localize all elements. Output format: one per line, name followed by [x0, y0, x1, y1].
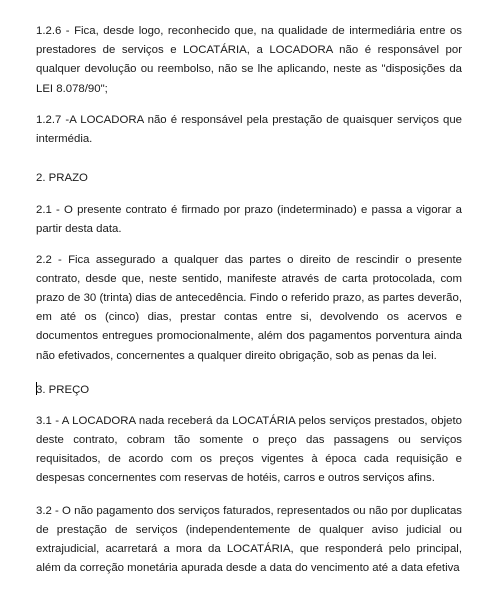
section-heading-preco-wrapper: [36, 381, 462, 400]
clause-1-2-7: 1.2.7 -A LOCADORA não é responsável pela prestação de quaisquer serviços que intermédia.: [36, 113, 462, 146]
clause-3-2: 3.2 - O não pagamento dos serviços faturados, representados ou não por duplicatas de prestação de serviços (independentemente de qualquer aviso judicial ou extrajudicial, acarretará a mora da LOCATÁRIA, que responderá pelo principal, além da correção monetária apurada desde a data do vencimento até a data efetiva: [36, 504, 462, 575]
document-page: [36, 22, 462, 578]
clause-2-2: 2.2 - Fica assegurado a qualquer das partes o direito de rescindir o presente contrato, desde que, neste sentido, manifeste através de carta protocolada, com prazo de 30 (trinta) dias de antecedência. Findo o referido prazo, as partes deverão, em até os (cinco) dias, prestar contas entre si, devolvendo os acervos e documentos entregues promocionalmente, além dos pagamentos porventura ainda não efetivados, concernentes a qualquer direito obrigação, sob as penas da lei.: [36, 253, 462, 362]
section-heading-preco: 3. PREÇO: [36, 383, 90, 396]
section-heading-prazo: 2. PRAZO: [36, 172, 88, 185]
clause-2-1: 2.1 - O presente contrato é firmado por prazo (indeterminado) e passa a vigorar a partir desta data.: [36, 204, 462, 236]
clause-1-2-6: 1.2.6 - Fica, desde logo, reconhecido que, na qualidade de intermediária entre os prestadores de serviços e LOCATÁRIA, a LOCADORA não é responsável por qualquer devolução ou reembolso, não se lhe aplicando, neste as "disposições da LEI 8.078/90";: [36, 25, 462, 95]
clause-3-1: 3.1 - A LOCADORA nada receberá da LOCATÁRIA pelos serviços prestados, objeto deste contrato, cobram tão somente o preço das passagens ou serviços requisitados, de acordo com os preços vigentes à época cada requisição e despesas concernentes com reservas de hotéis, carros e outros serviços afins.: [36, 414, 462, 485]
